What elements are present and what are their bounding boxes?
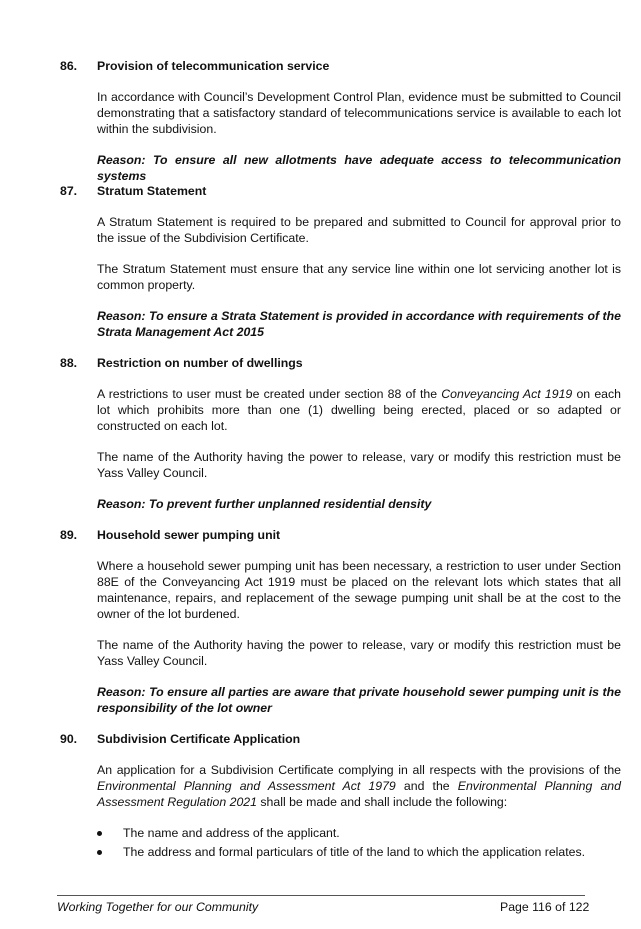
condition-reason: Reason: To ensure a Strata Statement is provided in accordance with requirements of the Strata Management Act 2015 xyxy=(97,309,621,339)
condition-reason: Reason: To ensure all parties are aware that private household sewer pumping unit is the responsibility of the lot owner xyxy=(97,685,621,715)
requirements-list xyxy=(97,825,621,863)
regulation-name: Environmental Planning and Assessment Regulation 2021 xyxy=(97,779,621,809)
condition-paragraph: A Stratum Statement is required to be prepared and submitted to Council for approval prior to the issue of the Subdivision Certificate. xyxy=(97,215,621,245)
list-item-text: The address and formal particulars of title of the land to which the application relates. xyxy=(123,845,586,859)
bullet-icon xyxy=(97,831,102,836)
act-name: Environmental Planning and Assessment Act 1979 xyxy=(97,779,396,793)
condition-title: Stratum Statement xyxy=(97,184,207,198)
condition-reason: Reason: To prevent further unplanned residential density xyxy=(97,497,432,511)
condition-number: 86. xyxy=(60,59,78,73)
list-item xyxy=(97,825,621,844)
condition-paragraph: The name of the Authority having the power to release, vary or modify this restriction must be Yass Valley Council. xyxy=(97,638,621,668)
condition-number: 89. xyxy=(60,528,78,542)
footer-tagline: Working Together for our Community xyxy=(57,900,259,914)
condition-title: Provision of telecommunication service xyxy=(97,59,330,73)
condition-paragraph: The name of the Authority having the power to release, vary or modify this restriction must be Yass Valley Council. xyxy=(97,450,621,480)
paragraph-text: shall be made and shall include the following: xyxy=(256,795,508,809)
condition-paragraph xyxy=(97,762,621,810)
condition-title: Restriction on number of dwellings xyxy=(97,356,303,370)
condition-paragraph xyxy=(97,386,621,434)
condition-number: 90. xyxy=(60,732,78,746)
paragraph-text: A restrictions to user must be created under section 88 of the xyxy=(97,387,442,401)
condition-title: Subdivision Certificate Application xyxy=(97,732,301,746)
page-number: Page 116 of 122 xyxy=(500,900,590,914)
bullet-icon xyxy=(97,850,102,855)
act-name: Conveyancing Act 1919 xyxy=(441,387,573,401)
paragraph-text: An application for a Subdivision Certificate complying in all respects with the provisions of the xyxy=(97,763,621,777)
condition-number: 88. xyxy=(60,356,78,370)
condition-reason: Reason: To ensure all new allotments have adequate access to telecommunication systems xyxy=(97,153,621,183)
condition-paragraph: Where a household sewer pumping unit has been necessary, a restriction to user under Section 88E of the Conveyancing Act 1919 must be placed on the relevant lots which states that all maintenance, repairs, and replacement of the sewage pumping unit shall be at the cost to the owner of the lot burdened. xyxy=(97,559,621,621)
paragraph-text: and the xyxy=(395,779,458,793)
paragraph-text: on each lot which prohibits more than one (1) dwelling being erected, placed or so adapted or constructed on each lot. xyxy=(97,387,621,433)
footer-divider xyxy=(57,895,585,896)
condition-paragraph: In accordance with Council’s Development Control Plan, evidence must be submitted to Council demonstrating that a satisfactory standard of telecommunications service is available to each lot within the subdivision. xyxy=(97,90,621,136)
condition-title: Household sewer pumping unit xyxy=(97,528,281,542)
condition-paragraph: The Stratum Statement must ensure that any service line within one lot servicing another lot is common property. xyxy=(97,262,621,292)
condition-number: 87. xyxy=(60,184,78,198)
list-item-text: The name and address of the applicant. xyxy=(123,826,340,840)
list-item xyxy=(97,844,621,863)
